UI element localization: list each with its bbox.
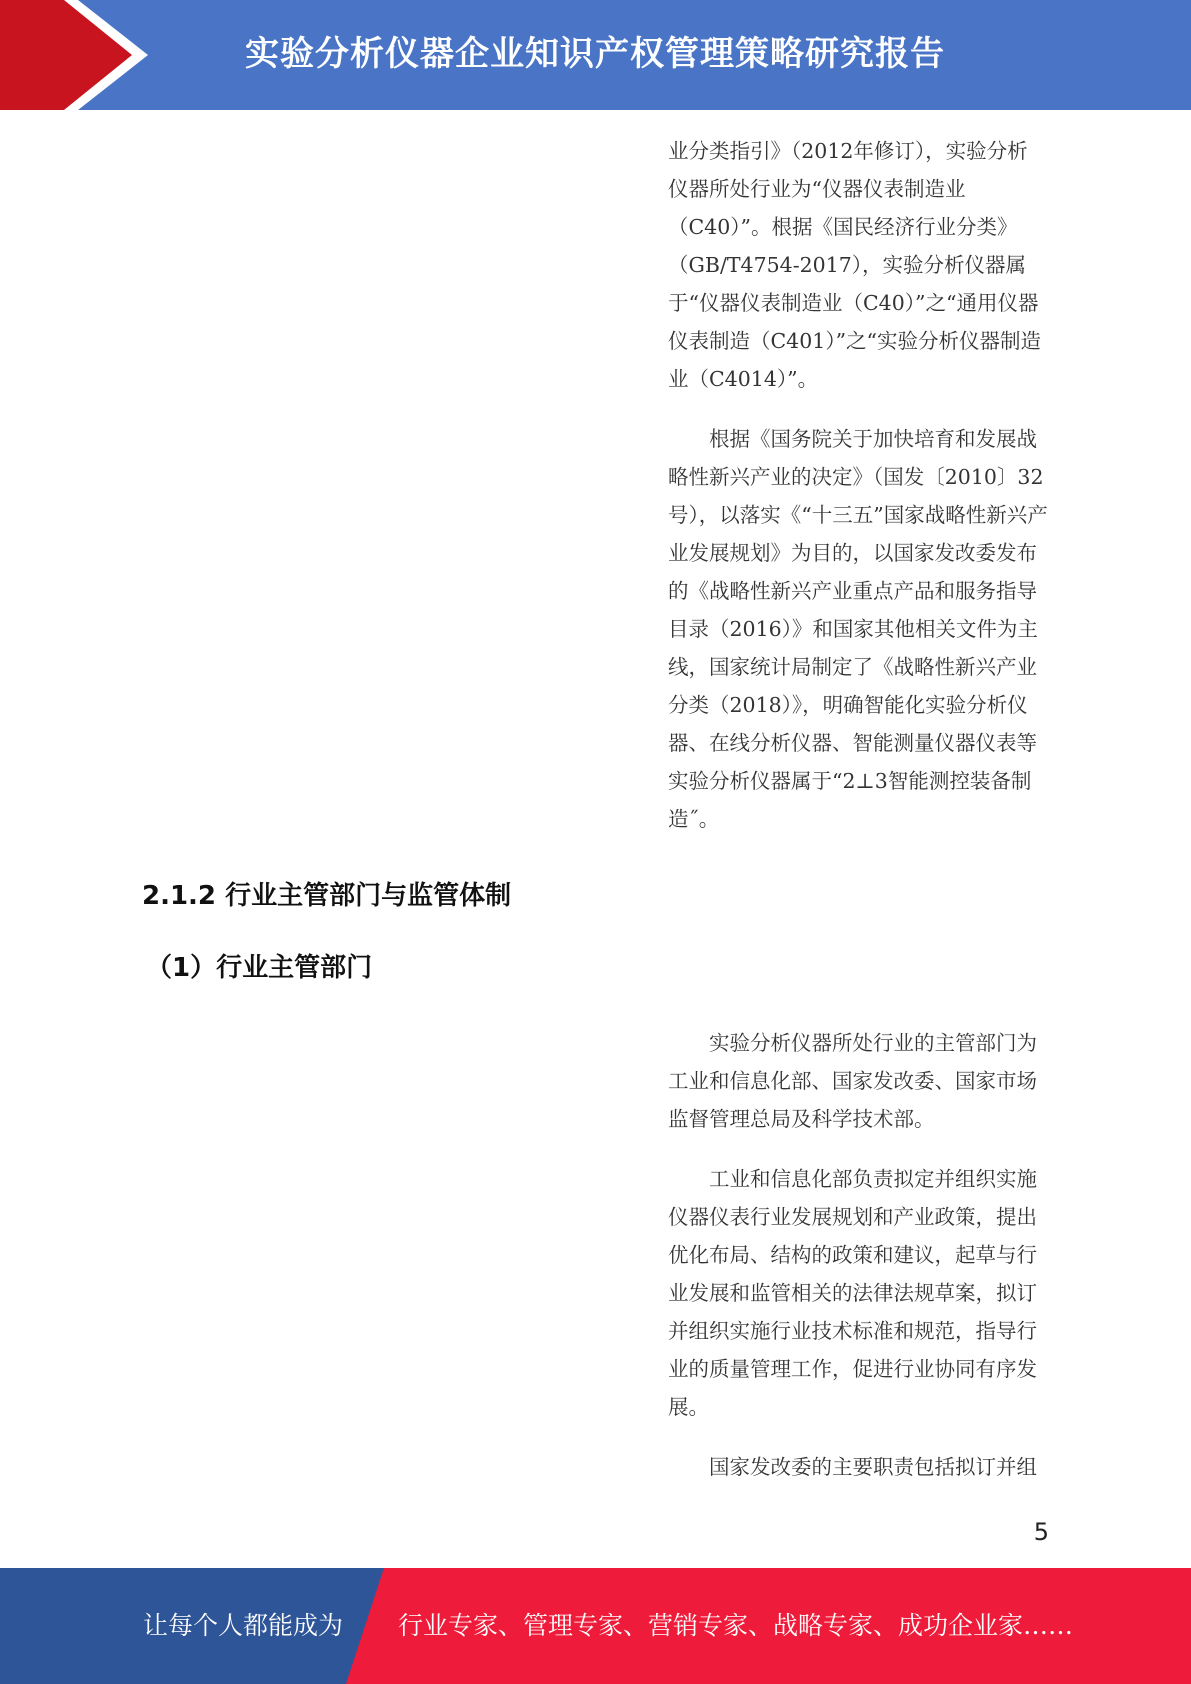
body-column-top: [668, 132, 1048, 838]
footer-banner: [0, 1568, 1191, 1684]
subsection-heading: （1）行业主管部门: [146, 953, 373, 983]
paragraph-miit-duties: 工业和信息化部负责拟定并组织实施仪器仪表行业发展规划和产业政策，提出优化布局、结构的政策和建议，起草与行业发展和监管相关的法律法规草案，拟订并组织实施行业技术标准和规范，指导行业的质量管理工作，促进行业协同有序发展。: [668, 1167, 1037, 1419]
section-heading: 2.1.2 行业主管部门与监管体制: [142, 881, 512, 911]
paragraph-ndrc-duties: 国家发改委的主要职责包括拟订并组: [709, 1455, 1037, 1479]
report-title: 实验分析仪器企业知识产权管理策略研究报告: [245, 34, 945, 74]
footer-slogan-right: 行业专家、管理专家、营销专家、战略专家、成功企业家……: [398, 1611, 1074, 1640]
paragraph-authorities: 实验分析仪器所处行业的主管部门为工业和信息化部、国家发改委、国家市场监督管理总局及科学技术部。: [668, 1031, 1037, 1131]
paragraph-strategic-industry: 根据《国务院关于加快培育和发展战略性新兴产业的决定》（国发〔2010〕32号），以落实《“十三五”国家战略性新兴产业发展规划》为目的，以国家发改委发布的《战略性新兴产业重点产品和服务指导目录（2016）》和国家其他相关文件为主线，国家统计局制定了《战略性新兴产业分类（2018）》，明确智能化实验分析仪器、在线分析仪器、智能测量仪器仪表等实验分析仪器属于“2⊥3智能测控装备制造˝。: [668, 427, 1048, 831]
header-banner: [0, 0, 1191, 110]
page-number: 5: [1033, 1518, 1049, 1546]
body-column-bottom: [668, 1024, 1048, 1486]
paragraph-industry-classification: 业分类指引》（2012年修订），实验分析仪器所处行业为“仪器仪表制造业（C40）”。根据《国民经济行业分类》（GB/T4754-2017），实验分析仪器属于“仪器仪表制造业（C40）”之“通用仪器仪表制造（C401）”之“实验分析仪器制造业（C4014）”。: [668, 139, 1042, 391]
footer-slogan-left: 让每个人都能成为: [143, 1611, 344, 1640]
